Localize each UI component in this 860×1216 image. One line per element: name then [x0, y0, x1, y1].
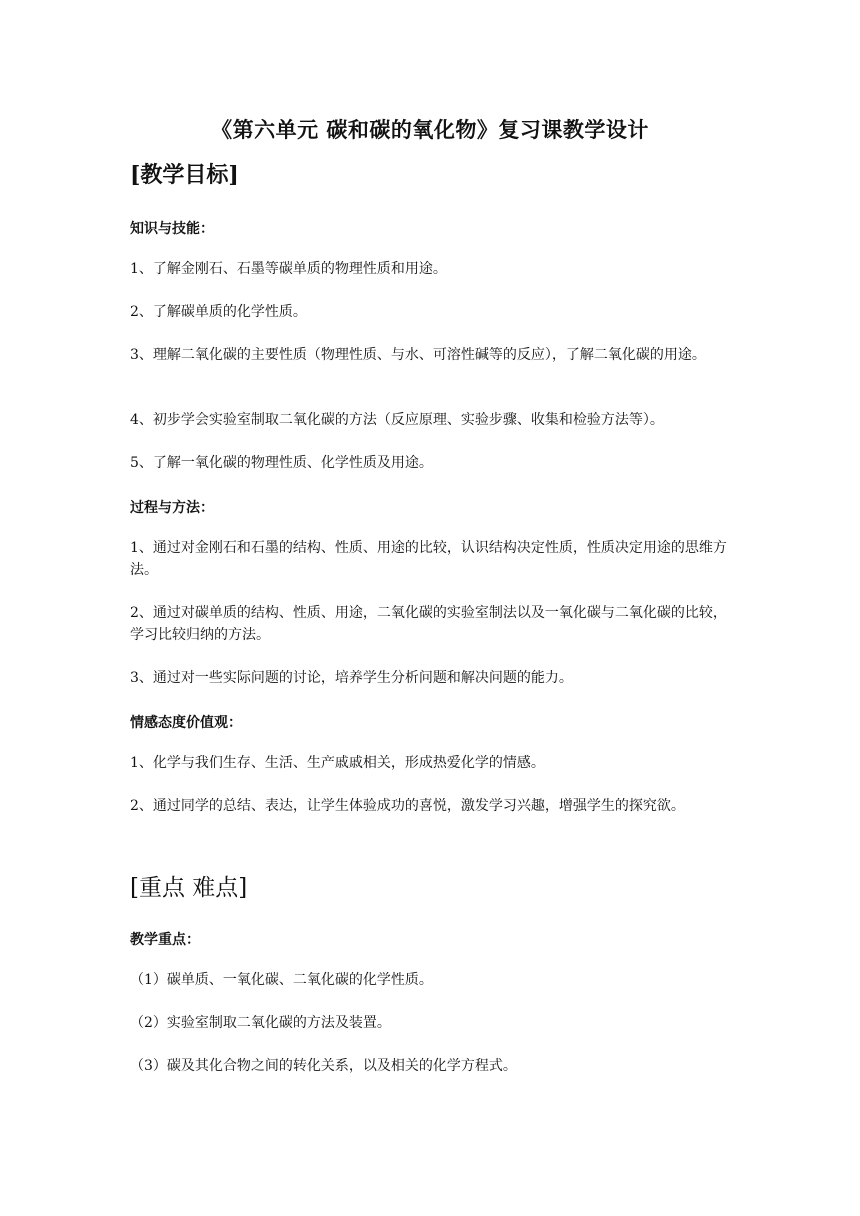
knowledge-item: 3、理解二氧化碳的主要性质（物理性质、与水、可溶性碱等的反应），了解二氧化碳的用途。	[130, 347, 706, 363]
knowledge-skills-label: 知识与技能：	[130, 221, 214, 237]
focus-item: （2）实验室制取二氧化碳的方法及装置。	[130, 1015, 391, 1031]
knowledge-item: 2、了解碳单质的化学性质。	[130, 304, 307, 320]
attitude-item: 2、通过同学的总结、表达，让学生体验成功的喜悦，激发学习兴趣，增强学生的探究欲。	[130, 798, 685, 814]
knowledge-item: 1、了解金刚石、石墨等碳单质的物理性质和用途。	[130, 261, 447, 277]
document-title: 《第六单元 碳和碳的氧化物》复习课教学设计	[211, 117, 649, 142]
process-item: 2、通过对碳单质的结构、性质、用途，二氧化碳的实验室制法以及一氧化碳与二氧化碳的比较，学习比较归纳的方法。	[130, 605, 727, 643]
attitude-values-label: 情感态度价值观：	[130, 715, 242, 731]
process-item: 1、通过对金刚石和石墨的结构、性质、用途的比较，认识结构决定性质，性质决定用途的思维方法。	[130, 540, 727, 578]
keypoints-heading: [重点 难点]	[130, 875, 248, 901]
attitude-item: 1、化学与我们生存、生活、生产戚戚相关，形成热爱化学的情感。	[130, 755, 545, 771]
knowledge-item: 5、了解一氧化碳的物理性质、化学性质及用途。	[130, 455, 433, 471]
focus-item: （1）碳单质、一氧化碳、二氧化碳的化学性质。	[130, 972, 433, 988]
focus-item: （3）碳及其化合物之间的转化关系，以及相关的化学方程式。	[130, 1058, 517, 1074]
process-item: 3、通过对一些实际问题的讨论，培养学生分析问题和解决问题的能力。	[130, 670, 573, 686]
knowledge-item: 4、初步学会实验室制取二氧化碳的方法（反应原理、实验步骤、收集和检验方法等）。	[130, 412, 664, 428]
process-methods-label: 过程与方法：	[130, 500, 214, 516]
teaching-focus-label: 教学重点：	[130, 932, 200, 948]
objectives-heading: [教学目标]	[130, 162, 239, 188]
